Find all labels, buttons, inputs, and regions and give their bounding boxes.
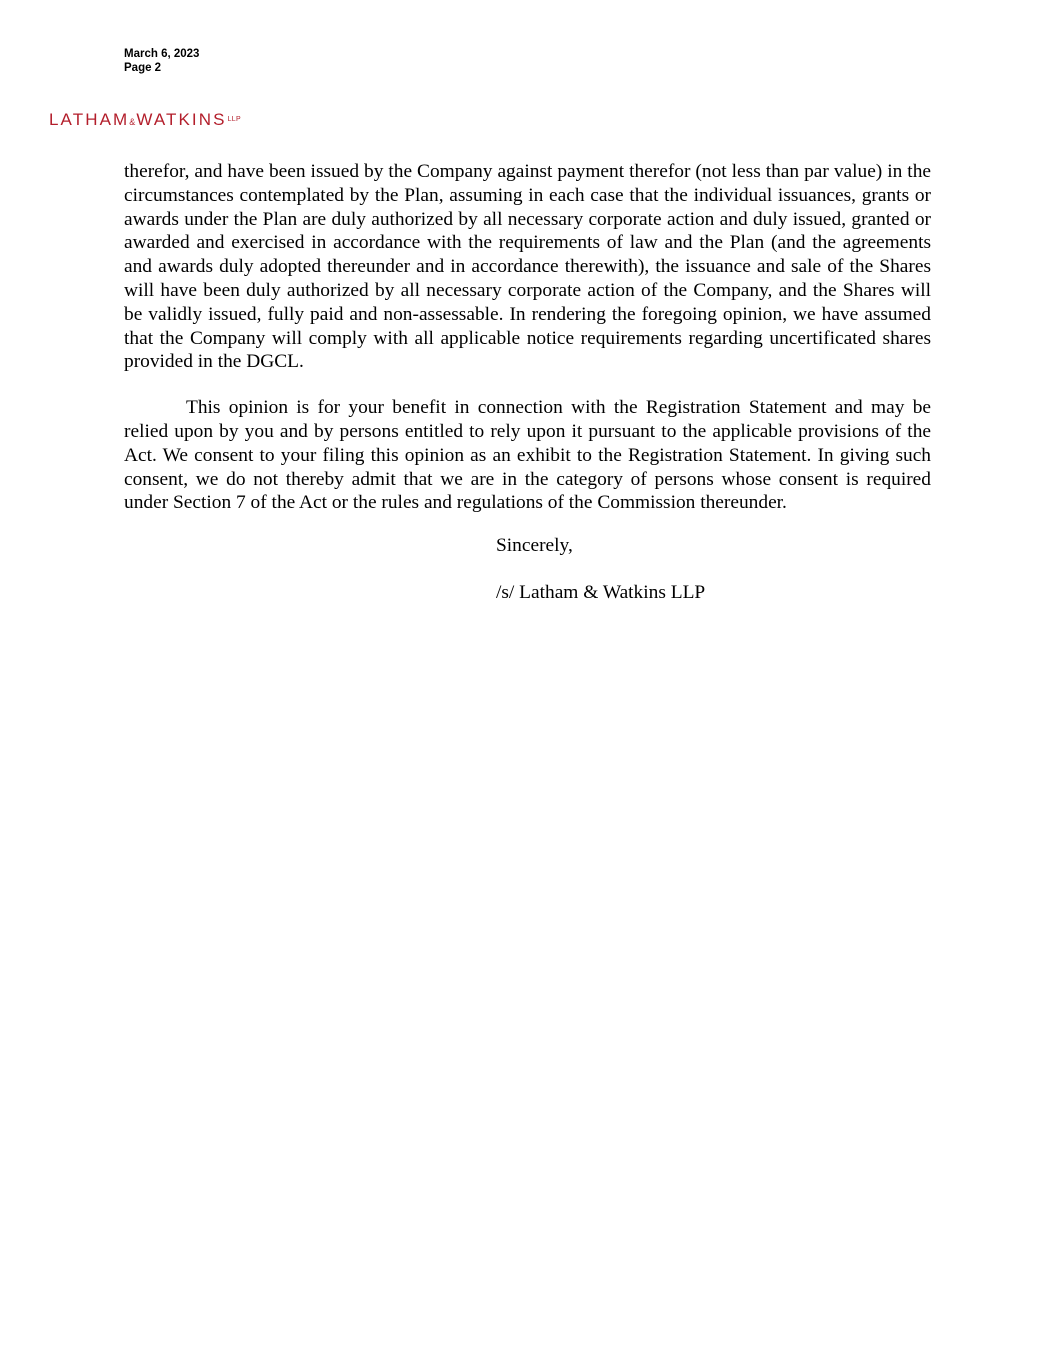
closing-salutation: Sincerely, (496, 535, 573, 556)
letter-body (124, 160, 931, 515)
signature-line: /s/ Latham & Watkins LLP (496, 582, 706, 603)
body-paragraph-continuation: therefor, and have been issued by the Company against payment therefor (not less than par value) in the circumstances contemplated by the Plan, assuming in each case that the individual issuances, grants or awards under the Plan are duly authorized by all necessary corporate action and duly issued, granted or awarded and exercised in accordance with the requirements of law and the Plan (and the agreements and awards duly adopted thereunder and in accordance therewith), the issuance and sale of the Shares will have been duly authorized by all necessary corporate action of the Company, and the Shares will be validly issued, fully paid and non-assessable. In rendering the foregoing opinion, we have assumed that the Company will comply with all applicable notice requirements regarding uncertificated shares provided in the DGCL. (124, 161, 931, 373)
page-header (124, 47, 199, 75)
body-paragraph-consent: This opinion is for your benefit in connection with the Registration Statement and may be relied upon by you and by persons entitled to rely upon it pursuant to the applicable provisions of the Act. We consent to your filing this opinion as an exhibit to the Registration Statement. In giving such consent, we do not thereby admit that we are in the category of persons whose consent is required under Section 7 of the Act or the rules and regulations of the Commission thereunder. (124, 397, 931, 514)
latham-watkins-logo: $LATHAM\&WATKINS^{LLP}$ (49, 110, 241, 129)
header-date: March 6, 2023 (124, 48, 200, 60)
header-page-number: Page 2 (124, 62, 162, 74)
